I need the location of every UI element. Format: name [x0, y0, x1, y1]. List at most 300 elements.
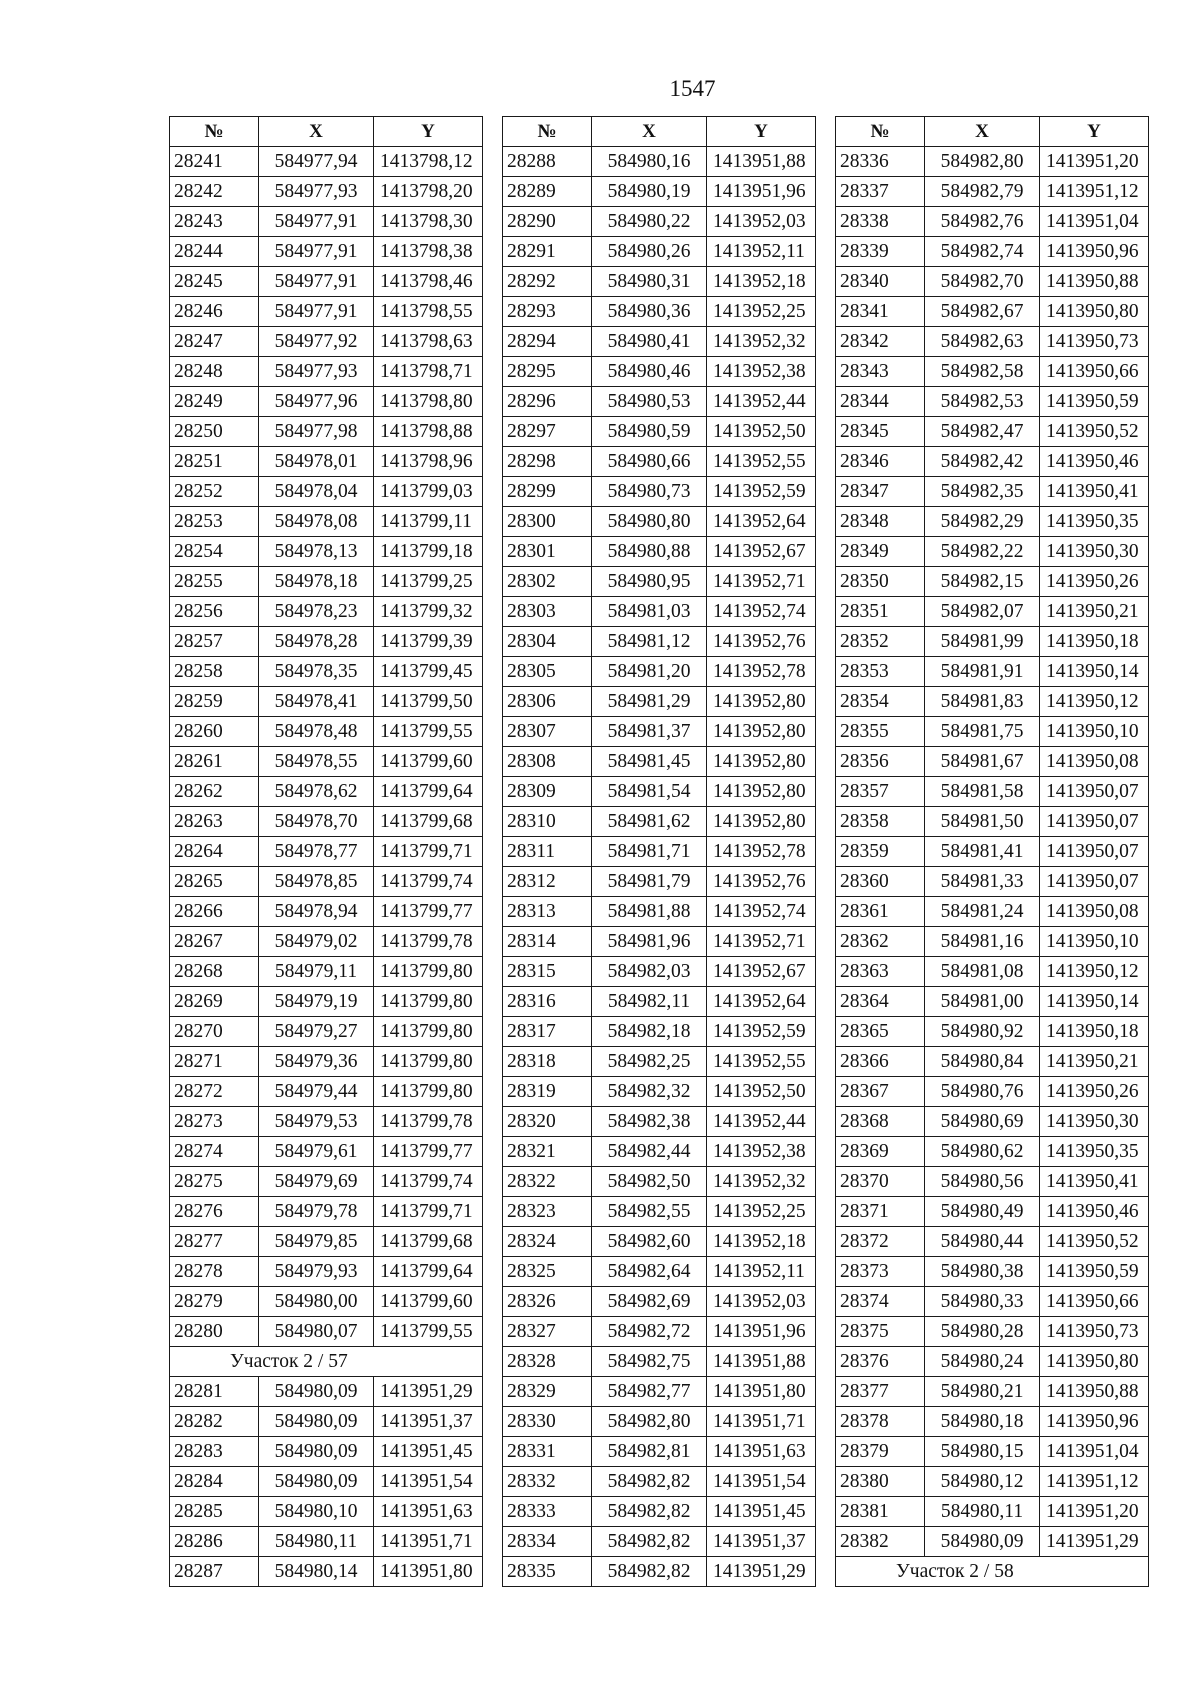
point-number-cell: 28335 [503, 1557, 592, 1587]
x-coordinate-cell: 584978,13 [259, 537, 374, 567]
x-coordinate-cell: 584982,47 [925, 417, 1040, 447]
y-coordinate-cell: 1413950,08 [1040, 747, 1149, 777]
y-coordinate-cell: 1413798,88 [374, 417, 483, 447]
x-coordinate-cell: 584980,31 [592, 267, 707, 297]
x-coordinate-cell: 584981,20 [592, 657, 707, 687]
point-number-cell: 28263 [170, 807, 259, 837]
y-coordinate-cell: 1413952,80 [707, 687, 816, 717]
table-row [503, 927, 816, 957]
point-number-cell: 28313 [503, 897, 592, 927]
point-number-cell: 28341 [836, 297, 925, 327]
x-coordinate-cell: 584981,33 [925, 867, 1040, 897]
table-row [836, 417, 1149, 447]
point-number-cell: 28303 [503, 597, 592, 627]
x-coordinate-cell: 584980,62 [925, 1137, 1040, 1167]
table-header-row [836, 117, 1149, 147]
x-coordinate-cell: 584980,14 [259, 1557, 374, 1587]
y-coordinate-cell: 1413952,74 [707, 897, 816, 927]
x-coordinate-cell: 584978,28 [259, 627, 374, 657]
x-coordinate-cell: 584982,69 [592, 1287, 707, 1317]
y-coordinate-cell: 1413950,59 [1040, 1257, 1149, 1287]
x-coordinate-cell: 584982,82 [592, 1557, 707, 1587]
y-coordinate-cell: 1413952,25 [707, 1197, 816, 1227]
point-number-cell: 28373 [836, 1257, 925, 1287]
column-header-number: № [503, 117, 592, 147]
x-coordinate-cell: 584980,36 [592, 297, 707, 327]
y-coordinate-cell: 1413952,64 [707, 987, 816, 1017]
table-row [503, 297, 816, 327]
table-row [170, 1317, 483, 1347]
y-coordinate-cell: 1413950,35 [1040, 507, 1149, 537]
y-coordinate-cell: 1413950,30 [1040, 1107, 1149, 1137]
y-coordinate-cell: 1413952,50 [707, 1077, 816, 1107]
table-row [836, 447, 1149, 477]
table-row [170, 657, 483, 687]
point-number-cell: 28262 [170, 777, 259, 807]
point-number-cell: 28265 [170, 867, 259, 897]
table-row [503, 1527, 816, 1557]
y-coordinate-cell: 1413799,55 [374, 717, 483, 747]
x-coordinate-cell: 584980,10 [259, 1497, 374, 1527]
table-row [503, 627, 816, 657]
table-row [836, 807, 1149, 837]
table-row [170, 237, 483, 267]
table-row [836, 327, 1149, 357]
x-coordinate-cell: 584979,36 [259, 1047, 374, 1077]
y-coordinate-cell: 1413799,80 [374, 1017, 483, 1047]
table-row [503, 777, 816, 807]
x-coordinate-cell: 584978,85 [259, 867, 374, 897]
x-coordinate-cell: 584977,98 [259, 417, 374, 447]
x-coordinate-cell: 584982,75 [592, 1347, 707, 1377]
y-coordinate-cell: 1413950,88 [1040, 267, 1149, 297]
y-coordinate-cell: 1413799,74 [374, 1167, 483, 1197]
table-row [170, 447, 483, 477]
x-coordinate-cell: 584979,19 [259, 987, 374, 1017]
y-coordinate-cell: 1413799,80 [374, 1047, 483, 1077]
x-coordinate-cell: 584980,69 [925, 1107, 1040, 1137]
table-row [170, 357, 483, 387]
table-row [836, 1137, 1149, 1167]
x-coordinate-cell: 584982,72 [592, 1317, 707, 1347]
y-coordinate-cell: 1413799,55 [374, 1317, 483, 1347]
table-row [503, 507, 816, 537]
table-row [836, 717, 1149, 747]
table-row [836, 1437, 1149, 1467]
x-coordinate-cell: 584982,15 [925, 567, 1040, 597]
point-number-cell: 28325 [503, 1257, 592, 1287]
y-coordinate-cell: 1413950,14 [1040, 657, 1149, 687]
x-coordinate-cell: 584982,35 [925, 477, 1040, 507]
point-number-cell: 28300 [503, 507, 592, 537]
point-number-cell: 28381 [836, 1497, 925, 1527]
y-coordinate-cell: 1413950,52 [1040, 1227, 1149, 1257]
x-coordinate-cell: 584980,19 [592, 177, 707, 207]
y-coordinate-cell: 1413952,71 [707, 927, 816, 957]
x-coordinate-cell: 584977,92 [259, 327, 374, 357]
table-row [836, 657, 1149, 687]
table-row [503, 1347, 816, 1377]
point-number-cell: 28242 [170, 177, 259, 207]
x-coordinate-cell: 584980,21 [925, 1377, 1040, 1407]
y-coordinate-cell: 1413951,37 [374, 1407, 483, 1437]
x-coordinate-cell: 584980,33 [925, 1287, 1040, 1317]
table-row [503, 1497, 816, 1527]
table-row [170, 627, 483, 657]
table-row [170, 207, 483, 237]
y-coordinate-cell: 1413799,64 [374, 777, 483, 807]
point-number-cell: 28252 [170, 477, 259, 507]
point-number-cell: 28322 [503, 1167, 592, 1197]
x-coordinate-cell: 584982,70 [925, 267, 1040, 297]
y-coordinate-cell: 1413952,11 [707, 1257, 816, 1287]
x-coordinate-cell: 584979,53 [259, 1107, 374, 1137]
point-number-cell: 28293 [503, 297, 592, 327]
table-row [836, 1347, 1149, 1377]
point-number-cell: 28280 [170, 1317, 259, 1347]
point-number-cell: 28247 [170, 327, 259, 357]
y-coordinate-cell: 1413799,77 [374, 897, 483, 927]
table-row [503, 237, 816, 267]
x-coordinate-cell: 584979,78 [259, 1197, 374, 1227]
table-row [170, 387, 483, 417]
point-number-cell: 28245 [170, 267, 259, 297]
y-coordinate-cell: 1413951,04 [1040, 207, 1149, 237]
table-row [836, 1467, 1149, 1497]
y-coordinate-cell: 1413951,04 [1040, 1437, 1149, 1467]
point-number-cell: 28286 [170, 1527, 259, 1557]
point-number-cell: 28249 [170, 387, 259, 417]
point-number-cell: 28372 [836, 1227, 925, 1257]
point-number-cell: 28324 [503, 1227, 592, 1257]
table-row [503, 1437, 816, 1467]
table-row [836, 1527, 1149, 1557]
y-coordinate-cell: 1413952,67 [707, 957, 816, 987]
point-number-cell: 28241 [170, 147, 259, 177]
x-coordinate-cell: 584981,91 [925, 657, 1040, 687]
point-number-cell: 28268 [170, 957, 259, 987]
y-coordinate-cell: 1413952,38 [707, 357, 816, 387]
point-number-cell: 28346 [836, 447, 925, 477]
y-coordinate-cell: 1413951,80 [707, 1377, 816, 1407]
table-row [503, 1287, 816, 1317]
point-number-cell: 28352 [836, 627, 925, 657]
y-coordinate-cell: 1413952,50 [707, 417, 816, 447]
y-coordinate-cell: 1413799,39 [374, 627, 483, 657]
table-row [170, 1557, 483, 1587]
point-number-cell: 28376 [836, 1347, 925, 1377]
table-row [170, 1047, 483, 1077]
point-number-cell: 28358 [836, 807, 925, 837]
table-row [836, 1497, 1149, 1527]
point-number-cell: 28379 [836, 1437, 925, 1467]
y-coordinate-cell: 1413798,38 [374, 237, 483, 267]
table-row [170, 747, 483, 777]
table-row [170, 177, 483, 207]
x-coordinate-cell: 584980,53 [592, 387, 707, 417]
point-number-cell: 28298 [503, 447, 592, 477]
x-coordinate-cell: 584982,60 [592, 1227, 707, 1257]
x-coordinate-cell: 584978,01 [259, 447, 374, 477]
x-coordinate-cell: 584978,35 [259, 657, 374, 687]
x-coordinate-cell: 584980,09 [259, 1377, 374, 1407]
point-number-cell: 28295 [503, 357, 592, 387]
x-coordinate-cell: 584977,91 [259, 267, 374, 297]
y-coordinate-cell: 1413950,73 [1040, 1317, 1149, 1347]
x-coordinate-cell: 584979,69 [259, 1167, 374, 1197]
x-coordinate-cell: 584982,44 [592, 1137, 707, 1167]
point-number-cell: 28333 [503, 1497, 592, 1527]
y-coordinate-cell: 1413952,03 [707, 207, 816, 237]
y-coordinate-cell: 1413950,66 [1040, 1287, 1149, 1317]
y-coordinate-cell: 1413799,80 [374, 1077, 483, 1107]
y-coordinate-cell: 1413799,45 [374, 657, 483, 687]
point-number-cell: 28276 [170, 1197, 259, 1227]
y-coordinate-cell: 1413950,07 [1040, 837, 1149, 867]
point-number-cell: 28305 [503, 657, 592, 687]
table-row [503, 1257, 816, 1287]
y-coordinate-cell: 1413799,64 [374, 1257, 483, 1287]
point-number-cell: 28377 [836, 1377, 925, 1407]
point-number-cell: 28296 [503, 387, 592, 417]
y-coordinate-cell: 1413951,29 [374, 1377, 483, 1407]
x-coordinate-cell: 584980,26 [592, 237, 707, 267]
column-header-y: Y [707, 117, 816, 147]
x-coordinate-cell: 584982,55 [592, 1197, 707, 1227]
point-number-cell: 28338 [836, 207, 925, 237]
x-coordinate-cell: 584982,76 [925, 207, 1040, 237]
y-coordinate-cell: 1413799,11 [374, 507, 483, 537]
point-number-cell: 28246 [170, 297, 259, 327]
point-number-cell: 28350 [836, 567, 925, 597]
table-row [170, 597, 483, 627]
table-row [503, 537, 816, 567]
y-coordinate-cell: 1413798,55 [374, 297, 483, 327]
column-header-y: Y [374, 117, 483, 147]
point-number-cell: 28368 [836, 1107, 925, 1137]
x-coordinate-cell: 584982,82 [592, 1527, 707, 1557]
table-row [836, 1107, 1149, 1137]
point-number-cell: 28354 [836, 687, 925, 717]
table-row [170, 927, 483, 957]
section-row [170, 1347, 483, 1377]
y-coordinate-cell: 1413799,32 [374, 597, 483, 627]
y-coordinate-cell: 1413952,78 [707, 837, 816, 867]
table-row [503, 357, 816, 387]
point-number-cell: 28336 [836, 147, 925, 177]
x-coordinate-cell: 584980,44 [925, 1227, 1040, 1257]
x-coordinate-cell: 584981,71 [592, 837, 707, 867]
table-row [836, 747, 1149, 777]
point-number-cell: 28378 [836, 1407, 925, 1437]
x-coordinate-cell: 584982,82 [592, 1497, 707, 1527]
y-coordinate-cell: 1413950,21 [1040, 597, 1149, 627]
y-coordinate-cell: 1413799,68 [374, 807, 483, 837]
table-row [503, 1377, 816, 1407]
x-coordinate-cell: 584981,50 [925, 807, 1040, 837]
y-coordinate-cell: 1413952,32 [707, 1167, 816, 1197]
table-row [836, 1377, 1149, 1407]
y-coordinate-cell: 1413950,41 [1040, 1167, 1149, 1197]
y-coordinate-cell: 1413952,03 [707, 1287, 816, 1317]
x-coordinate-cell: 584978,77 [259, 837, 374, 867]
table-row [170, 1197, 483, 1227]
table-row [170, 327, 483, 357]
y-coordinate-cell: 1413951,96 [707, 1317, 816, 1347]
table-row [503, 327, 816, 357]
point-number-cell: 28375 [836, 1317, 925, 1347]
y-coordinate-cell: 1413951,80 [374, 1557, 483, 1587]
column-header-x: X [259, 117, 374, 147]
table-row [170, 1437, 483, 1467]
point-number-cell: 28330 [503, 1407, 592, 1437]
point-number-cell: 28353 [836, 657, 925, 687]
y-coordinate-cell: 1413951,12 [1040, 1467, 1149, 1497]
x-coordinate-cell: 584982,63 [925, 327, 1040, 357]
table-row [170, 537, 483, 567]
table-row [503, 147, 816, 177]
point-number-cell: 28316 [503, 987, 592, 1017]
table-row [836, 297, 1149, 327]
table-row [503, 387, 816, 417]
y-coordinate-cell: 1413950,12 [1040, 687, 1149, 717]
y-coordinate-cell: 1413950,18 [1040, 627, 1149, 657]
table-row [503, 837, 816, 867]
x-coordinate-cell: 584982,80 [592, 1407, 707, 1437]
point-number-cell: 28279 [170, 1287, 259, 1317]
x-coordinate-cell: 584980,24 [925, 1347, 1040, 1377]
point-number-cell: 28367 [836, 1077, 925, 1107]
x-coordinate-cell: 584980,84 [925, 1047, 1040, 1077]
table-row [836, 1197, 1149, 1227]
x-coordinate-cell: 584982,81 [592, 1437, 707, 1467]
x-coordinate-cell: 584982,03 [592, 957, 707, 987]
x-coordinate-cell: 584978,08 [259, 507, 374, 537]
point-number-cell: 28248 [170, 357, 259, 387]
table-row [170, 567, 483, 597]
x-coordinate-cell: 584978,55 [259, 747, 374, 777]
x-coordinate-cell: 584978,70 [259, 807, 374, 837]
y-coordinate-cell: 1413798,30 [374, 207, 483, 237]
x-coordinate-cell: 584982,32 [592, 1077, 707, 1107]
y-coordinate-cell: 1413950,10 [1040, 717, 1149, 747]
x-coordinate-cell: 584980,22 [592, 207, 707, 237]
x-coordinate-cell: 584982,38 [592, 1107, 707, 1137]
x-coordinate-cell: 584981,24 [925, 897, 1040, 927]
y-coordinate-cell: 1413950,14 [1040, 987, 1149, 1017]
y-coordinate-cell: 1413952,80 [707, 777, 816, 807]
table-row [503, 1077, 816, 1107]
y-coordinate-cell: 1413950,12 [1040, 957, 1149, 987]
point-number-cell: 28321 [503, 1137, 592, 1167]
point-number-cell: 28299 [503, 477, 592, 507]
table-row [503, 1557, 816, 1587]
x-coordinate-cell: 584977,91 [259, 237, 374, 267]
table-row [836, 1047, 1149, 1077]
x-coordinate-cell: 584980,80 [592, 507, 707, 537]
point-number-cell: 28254 [170, 537, 259, 567]
y-coordinate-cell: 1413951,12 [1040, 177, 1149, 207]
x-coordinate-cell: 584978,18 [259, 567, 374, 597]
x-coordinate-cell: 584980,09 [259, 1437, 374, 1467]
table-row [170, 417, 483, 447]
table-row [170, 147, 483, 177]
table-row [503, 867, 816, 897]
x-coordinate-cell: 584981,96 [592, 927, 707, 957]
x-coordinate-cell: 584982,22 [925, 537, 1040, 567]
point-number-cell: 28260 [170, 717, 259, 747]
table-row [170, 987, 483, 1017]
y-coordinate-cell: 1413952,25 [707, 297, 816, 327]
point-number-cell: 28287 [170, 1557, 259, 1587]
table-row [836, 537, 1149, 567]
x-coordinate-cell: 584981,41 [925, 837, 1040, 867]
table-row [503, 957, 816, 987]
x-coordinate-cell: 584978,94 [259, 897, 374, 927]
point-number-cell: 28315 [503, 957, 592, 987]
x-coordinate-cell: 584980,59 [592, 417, 707, 447]
point-number-cell: 28304 [503, 627, 592, 657]
x-coordinate-cell: 584982,77 [592, 1377, 707, 1407]
x-coordinate-cell: 584978,41 [259, 687, 374, 717]
point-number-cell: 28250 [170, 417, 259, 447]
y-coordinate-cell: 1413952,78 [707, 657, 816, 687]
point-number-cell: 28278 [170, 1257, 259, 1287]
point-number-cell: 28369 [836, 1137, 925, 1167]
table-row [503, 207, 816, 237]
y-coordinate-cell: 1413950,07 [1040, 777, 1149, 807]
point-number-cell: 28355 [836, 717, 925, 747]
y-coordinate-cell: 1413799,60 [374, 747, 483, 777]
section-row [836, 1557, 1149, 1587]
point-number-cell: 28258 [170, 657, 259, 687]
point-number-cell: 28348 [836, 507, 925, 537]
y-coordinate-cell: 1413951,29 [1040, 1527, 1149, 1557]
x-coordinate-cell: 584981,83 [925, 687, 1040, 717]
y-coordinate-cell: 1413951,54 [374, 1467, 483, 1497]
x-coordinate-cell: 584980,09 [259, 1467, 374, 1497]
x-coordinate-cell: 584980,11 [259, 1527, 374, 1557]
y-coordinate-cell: 1413950,88 [1040, 1377, 1149, 1407]
y-coordinate-cell: 1413950,41 [1040, 477, 1149, 507]
table-row [170, 1407, 483, 1437]
table-row [836, 867, 1149, 897]
x-coordinate-cell: 584977,93 [259, 357, 374, 387]
table-row [503, 267, 816, 297]
x-coordinate-cell: 584982,25 [592, 1047, 707, 1077]
table-row [836, 837, 1149, 867]
table-row [836, 147, 1149, 177]
point-number-cell: 28337 [836, 177, 925, 207]
table-row [170, 1017, 483, 1047]
x-coordinate-cell: 584982,67 [925, 297, 1040, 327]
table-row [170, 1497, 483, 1527]
point-number-cell: 28382 [836, 1527, 925, 1557]
table-row [836, 1227, 1149, 1257]
y-coordinate-cell: 1413798,12 [374, 147, 483, 177]
x-coordinate-cell: 584982,29 [925, 507, 1040, 537]
y-coordinate-cell: 1413950,46 [1040, 447, 1149, 477]
y-coordinate-cell: 1413952,76 [707, 867, 816, 897]
point-number-cell: 28343 [836, 357, 925, 387]
y-coordinate-cell: 1413950,59 [1040, 387, 1149, 417]
x-coordinate-cell: 584977,91 [259, 207, 374, 237]
point-number-cell: 28266 [170, 897, 259, 927]
y-coordinate-cell: 1413950,80 [1040, 1347, 1149, 1377]
y-coordinate-cell: 1413950,18 [1040, 1017, 1149, 1047]
y-coordinate-cell: 1413952,38 [707, 1137, 816, 1167]
x-coordinate-cell: 584982,53 [925, 387, 1040, 417]
